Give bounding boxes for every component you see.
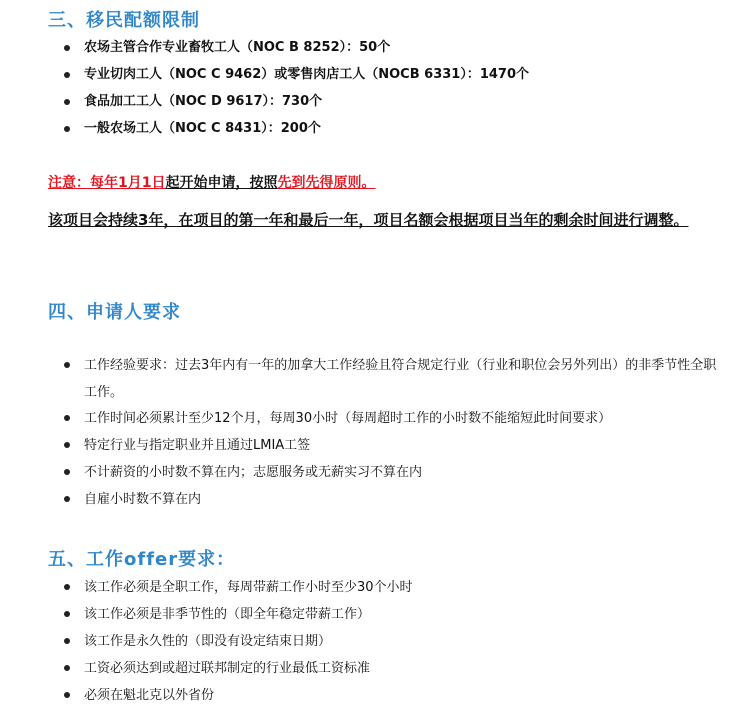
list-item — [0, 682, 413, 709]
list-item — [0, 119, 529, 146]
notice-rule: 先到先得原则。 — [277, 175, 376, 191]
bullet-icon — [64, 584, 70, 590]
list-item-text: 农场主管合作专业畜牧工人（NOC B 8252）：50个 — [84, 40, 391, 55]
bullet-icon — [64, 72, 70, 78]
list-item — [0, 65, 529, 92]
list-item — [0, 601, 413, 628]
bullet-icon — [64, 442, 70, 448]
list-item — [0, 432, 720, 459]
list-item-text: 该工作是永久性的（即没有设定结束日期） — [84, 634, 332, 649]
list-item — [0, 38, 529, 65]
job-offer-requirements-list — [0, 574, 413, 709]
notice-date: 1月1日 — [118, 175, 166, 191]
list-item-text: 该工作必须是全职工作，每周带薪工作小时至少30个小时 — [84, 580, 413, 595]
list-item — [0, 628, 413, 655]
bullet-icon — [64, 665, 70, 671]
section-4-heading: 四、申请人要求 — [48, 302, 181, 323]
section-5-heading: 五、工作offer要求： — [48, 549, 236, 570]
list-item-text: 食品加工工人（NOC D 9617）：730个 — [84, 94, 323, 109]
list-item-text: 工作时间必须累计至少12个月，每周30小时（每周超时工作的小时数不能缩短此时间要求） — [84, 411, 612, 426]
list-item — [0, 486, 720, 513]
list-item-text: 特定行业与指定职业并且通过LMIA工签 — [84, 438, 311, 453]
list-item — [0, 574, 413, 601]
bullet-icon — [64, 415, 70, 421]
bullet-icon — [64, 126, 70, 132]
bullet-icon — [64, 496, 70, 502]
duration-paragraph: 该项目会持续3年，在项目的第一年和最后一年，项目名额会根据项目当年的剩余时间进行调整。 — [48, 211, 689, 229]
list-item — [0, 655, 413, 682]
bullet-icon — [64, 469, 70, 475]
section-3-heading: 三、移民配额限制 — [48, 10, 200, 31]
list-item-text: 专业切肉工人（NOC C 9462）或零售肉店工人（NOCB 6331）：1470个 — [84, 67, 530, 82]
list-item-text: 工资必须达到或超过联邦制定的行业最低工资标准 — [84, 661, 371, 676]
list-item — [0, 405, 720, 432]
list-item — [0, 459, 720, 486]
list-item-text: 该工作必须是非季节性的（即全年稳定带薪工作） — [84, 607, 371, 622]
bullet-icon — [64, 45, 70, 51]
list-item-text: 自雇小时数不算在内 — [84, 492, 202, 507]
notice-prefix: 注意：每年 — [48, 175, 118, 191]
list-item-text: 一般农场工人（NOC C 8431）：200个 — [84, 121, 321, 136]
list-item-text: 工作经验要求：过去3年内有一年的加拿大工作经验且符合规定行业（行业和职位会另外列出）的非季节性全职工作。 — [84, 358, 717, 400]
application-notice — [48, 172, 375, 192]
notice-middle: 起开始申请，按照 — [165, 175, 278, 191]
bullet-icon — [64, 99, 70, 105]
bullet-icon — [64, 362, 70, 368]
bullet-icon — [64, 611, 70, 617]
list-item-text: 不计薪资的小时数不算在内；志愿服务或无薪实习不算在内 — [84, 465, 423, 480]
bullet-icon — [64, 692, 70, 698]
list-item — [0, 352, 720, 405]
quota-list — [0, 38, 529, 146]
bullet-icon — [64, 638, 70, 644]
list-item-text: 必须在魁北克以外省份 — [84, 688, 215, 703]
applicant-requirements-list — [0, 352, 720, 513]
list-item — [0, 92, 529, 119]
